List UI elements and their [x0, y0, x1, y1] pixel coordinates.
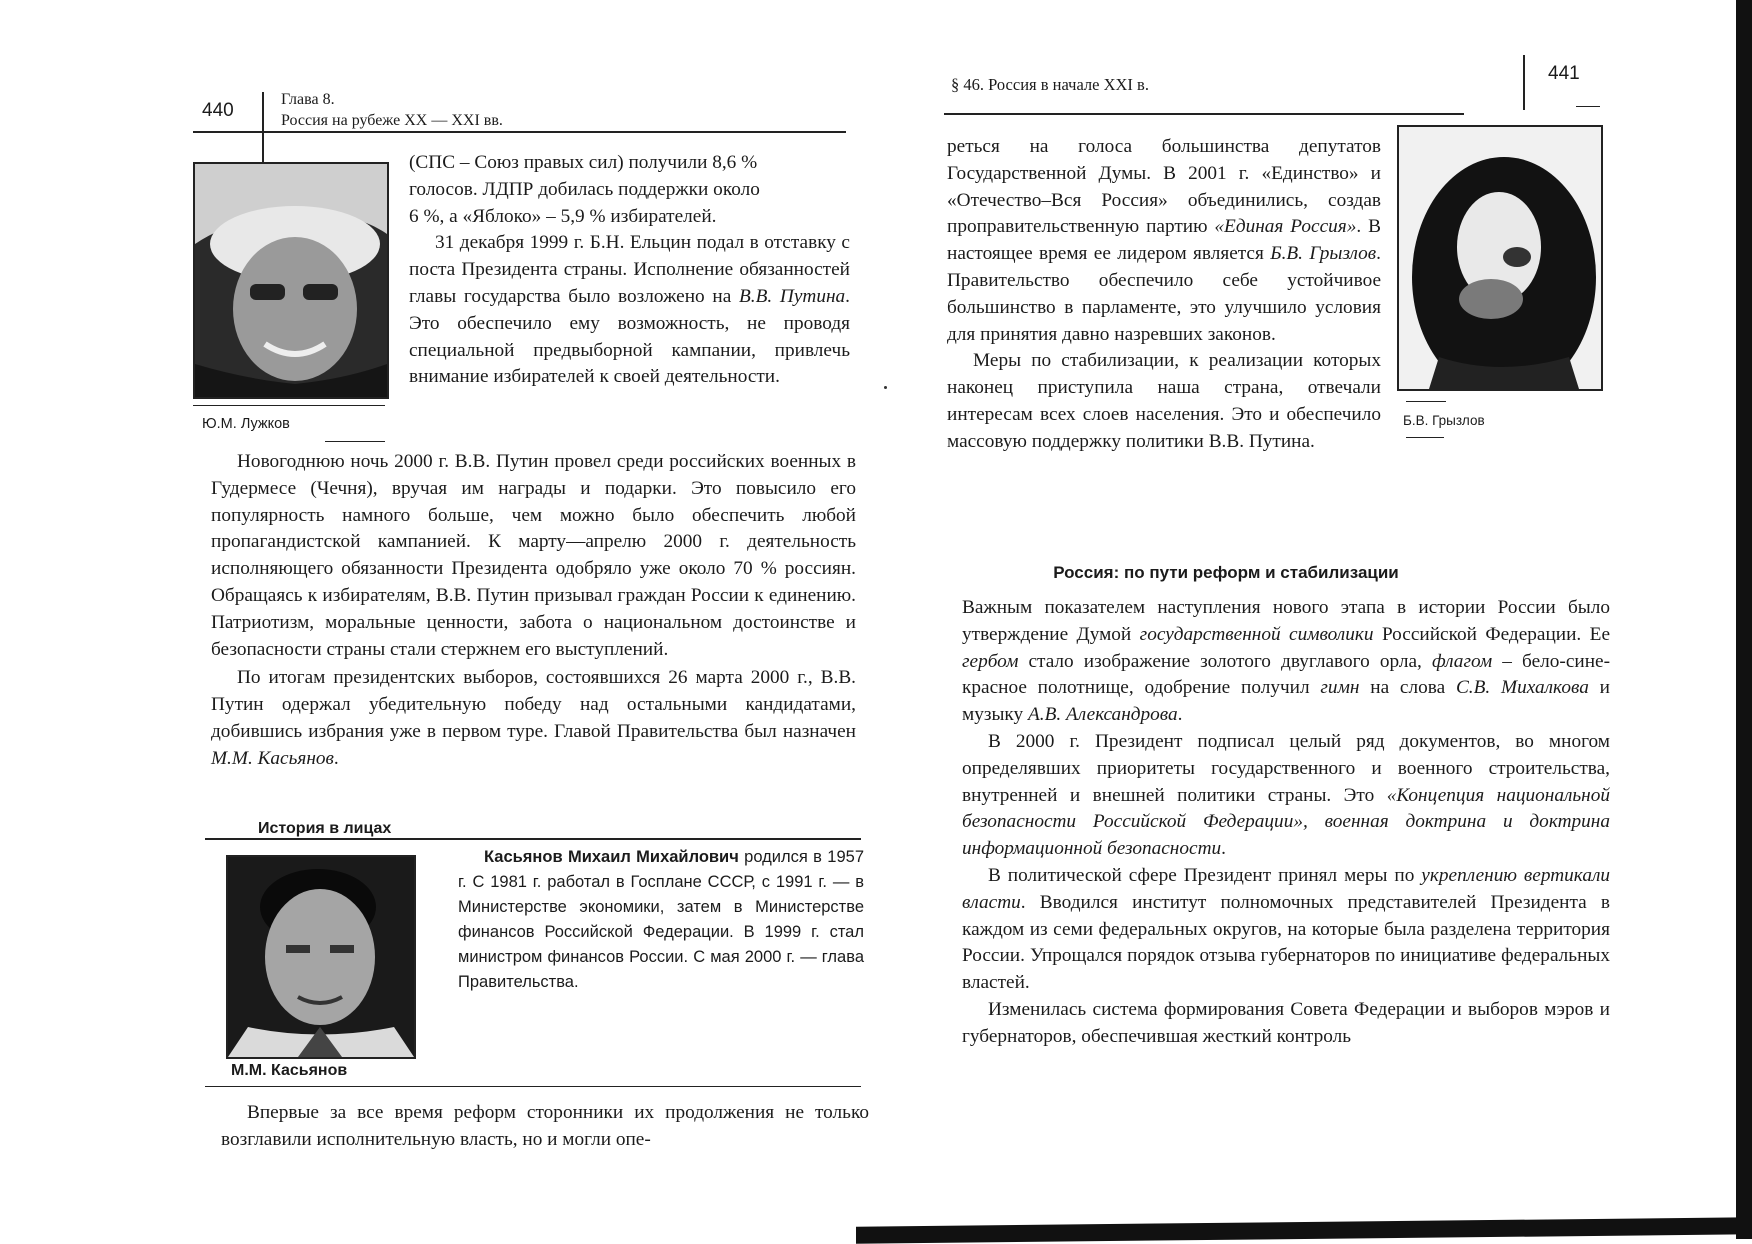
para-election-text: По итогам президентских выборов, состоявшихся 26 марта 2000 г., В.В. Путин одержал убедительную победу над остальными кандидатами, добившись избрания уже в первом туре. Главой Правительства был назначен: [211, 667, 856, 742]
section-title: Россия: по пути реформ и стабилизации: [1053, 563, 1399, 582]
gryzlov-name: Б.В. Грызлов: [1270, 243, 1377, 265]
para-new-year: Новогоднюю ночь 2000 г. В.В. Путин провел среди российских военных в Гудермесе (Чечня), вручая им награды и подарки. Это повысило его популярность намного больше, чем можно было обеспечить любой пропагандистской кампанией. К марту—апрелю 2000 г. деятельность исполняющего обязанности Президента одобряло уже около 70 % россиян. Обращаясь к избирателям, В.В. Путин призывал граждан России к единению. Патриотизм, моральные ценности, забота о национальном достоинстве и безопасности страны стали стержнем его выступлений.: [211, 451, 856, 660]
party-name: «Единая Россия»: [1214, 216, 1357, 238]
gryzlov-caption-rule: [1406, 401, 1446, 402]
right-header-rule-end: [1576, 106, 1600, 107]
caption-underline: [325, 441, 385, 442]
history-box-title: История в лицах: [258, 820, 392, 837]
chapter-header: [281, 89, 503, 131]
para-sps-line-2: голосов. ЛДПР добилась поддержки около: [409, 178, 760, 200]
symbols-text-m: .: [1177, 704, 1183, 726]
security-concept: «Концепция национальной безопасности Российской Федерации», военная доктрина и доктрина информационной безопасности: [962, 784, 1610, 860]
bio-name: Касьянов Михаил Михайлович: [484, 848, 739, 866]
para-sps-line-1: (СПС – Союз правых сил) получили 8,6 %: [409, 152, 758, 173]
para-yeltsin-text: 31 декабря 1999 г. Б.Н. Ельцин подал в отставку с поста Президента страны. Исполнение обязанностей главы государства было возложено на: [409, 232, 850, 307]
kasyanov-photo: [226, 855, 416, 1059]
para-documents: [962, 729, 1610, 863]
gryzlov-caption-underline: [1406, 437, 1444, 438]
coat-of-arms-term: гербом: [962, 650, 1019, 672]
anthem-term: гимн: [1320, 677, 1360, 699]
symbols-text-k: и музыку: [962, 677, 1610, 726]
para-duma-text: реться на голоса большинства депутатов Государственной Думы. В 2001 г. «Единство» и «Отечество–Вся Россия» объединились, создав проправительственную партию: [947, 136, 1381, 238]
para-yeltsin-resign: [409, 230, 850, 391]
kasyanov-name: М.М. Касьянов: [211, 747, 334, 769]
documents-text-a: В 2000 г. Президент подписал целый ряд документов, во многом определявших приоритеты государственного и военного строительства, внутренней и внешней политики страны. Это: [962, 730, 1610, 806]
right-text-top: [947, 134, 1381, 456]
para-reform-supporters: Впервые за все время реформ сторонники их продолжения не только возглавили исполнительную власть, но и могли опе-: [221, 1102, 869, 1150]
para-duma-mid: . В настоящее время ее лидером является: [947, 216, 1381, 265]
right-text-main: [962, 595, 1610, 1051]
header-rule: [193, 131, 846, 133]
mikhalkov-name: С.В. Михалкова: [1455, 677, 1589, 699]
left-text-top: [409, 150, 850, 391]
flag-term: флагом: [1431, 650, 1493, 672]
para-federation-council: Изменилась система формирования Совета Федерации и выборов мэров и губернаторов, обеспечившая жесткий контроль: [962, 998, 1610, 1047]
photo-caption-rule: [193, 405, 385, 406]
symbols-text-g: – бело-сине-красное полотнище, одобрение получил: [962, 650, 1610, 699]
para-duma-votes: [947, 134, 1381, 348]
para-vertical-power: [962, 863, 1610, 997]
header-vertical-rule: [262, 92, 264, 162]
luzhkov-caption: Ю.М. Лужков: [202, 416, 290, 432]
right-header-vertical-rule: [1523, 55, 1525, 110]
left-text-bottom: [221, 1100, 869, 1154]
right-page: [876, 0, 1752, 1239]
vertical-text-a: В политической сфере Президент принял меры по: [988, 864, 1422, 886]
section-header: § 46. Россия в начале XXI в.: [951, 75, 1149, 94]
para-duma-end: . Правительство обеспечило себе устойчивое большинство в парламенте, это улучшило условия для принятия давно назревших законов.: [947, 243, 1381, 345]
para-election: [211, 665, 856, 772]
symbols-text-c: Российской Федерации. Ее: [1373, 623, 1611, 645]
alexandrov-name: А.В. Александрова: [1027, 704, 1178, 726]
symbols-text-a: Важным показателем наступления нового этапа в истории России было утверждение Думой: [962, 597, 1610, 645]
kasyanov-bio: [458, 845, 864, 995]
history-box-bottom-rule: [205, 1086, 861, 1087]
chapter-title: Россия на рубеже XX — XXI вв.: [281, 112, 503, 129]
para-yeltsin-end: . Это обеспечило ему возможность, не проводя специальной предвыборной кампании, привлечь внимание избирателей к своей деятельности.: [409, 285, 850, 388]
scan-edge-bottom: [856, 1217, 1752, 1243]
right-header-rule: [944, 113, 1464, 115]
symbols-text-i: на слова: [1359, 677, 1456, 699]
para-sps-line-3: 6 %, а «Яблоко» – 5,9 % избирателей.: [409, 205, 717, 227]
right-page-number: 441: [1548, 63, 1580, 84]
putin-name: В.В. Путина: [738, 285, 846, 307]
para-stabilization: Меры по стабилизации, к реализации которых наконец приступила наша страна, отвечали интересам всех слоев населения. Это и обеспечило массовую поддержку политики В.В. Путина.: [947, 350, 1381, 452]
bio-text: родился в 1957 г. С 1981 г. работал в Госплане СССР, с 1991 г. — в Министерстве экономики, затем в Министерстве финансов Российской Федерации. В 1999 г. стал министром финансов России. С мая 2000 г. — глава Правительства.: [458, 848, 864, 991]
left-text-main: [211, 449, 856, 773]
luzhkov-photo: [193, 162, 389, 399]
left-page-number: 440: [202, 100, 234, 121]
kasyanov-caption: М.М. Касьянов: [231, 1062, 348, 1079]
vertical-term: укреплению вертикали власти: [962, 864, 1611, 913]
vertical-text-c: . Вводился институт полномочных представителей Президента в каждом из семи федеральных округов, на которые была разделена территория России. Упрощался порядок отзыва губернаторов по инициативе федеральных властей.: [962, 891, 1610, 994]
scan-edge-right: [1736, 0, 1752, 1239]
documents-text-c: .: [1221, 838, 1226, 860]
para-state-symbols: [962, 595, 1610, 729]
symbols-text-e: стало изображение золотого двуглавого орла,: [1018, 650, 1432, 672]
left-page: [0, 0, 876, 1239]
gryzlov-caption: Б.В. Грызлов: [1403, 413, 1485, 428]
chapter-label: Глава 8.: [281, 91, 335, 108]
symbols-term: государственной символики: [1139, 623, 1374, 645]
history-box-rule: [205, 838, 861, 840]
gryzlov-photo: [1397, 125, 1603, 391]
para-election-end: .: [333, 747, 339, 769]
